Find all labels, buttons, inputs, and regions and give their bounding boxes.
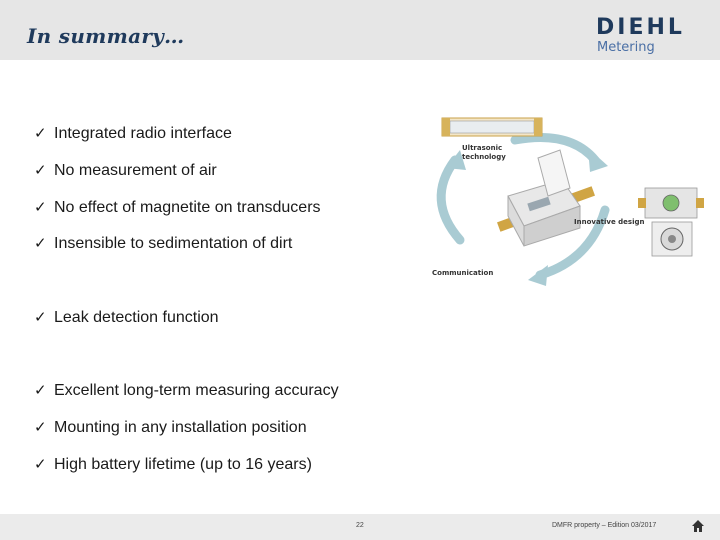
meter-cycle-illustration (420, 110, 720, 310)
bullet-item (34, 380, 339, 401)
page-number: 22 (356, 522, 364, 529)
bullet-item (34, 123, 232, 144)
bullet-item (34, 417, 307, 438)
diehl-metering-logo (596, 16, 706, 60)
bullet-text: High battery lifetime (up to 16 years) (54, 456, 312, 473)
water-meter-image (497, 150, 595, 246)
slide-footer (0, 514, 720, 540)
meter-cycle-graphic (420, 110, 720, 310)
innovative-design-images (638, 188, 704, 256)
bullet-item (34, 160, 217, 181)
label-ultrasonic-technology: Ultrasonic technology (462, 144, 506, 161)
logo-wordmark: DIEHL (596, 15, 685, 40)
bullet-text: Excellent long-term measuring accuracy (54, 382, 339, 399)
logo-subtitle: Metering (597, 40, 655, 55)
bullet-text: No measurement of air (54, 162, 217, 179)
bullet-item (34, 233, 292, 254)
check-icon: ✓ (34, 198, 47, 216)
home-icon[interactable] (691, 519, 705, 533)
bullet-text: Integrated radio interface (54, 125, 232, 142)
bullet-text: Leak detection function (54, 309, 219, 326)
bullet-item (34, 197, 321, 218)
check-icon: ✓ (34, 308, 47, 326)
bullet-item (34, 454, 312, 475)
check-icon: ✓ (34, 124, 47, 142)
footer-edition-text: DMFR property – Edition 03/2017 (552, 522, 657, 529)
slide-header (0, 0, 720, 60)
check-icon: ✓ (34, 234, 47, 252)
bullet-text: Mounting in any installation position (54, 419, 307, 436)
bullet-item (34, 307, 219, 328)
slide-title: In summary… (27, 24, 185, 48)
label-innovative-design: Innovative design (574, 218, 645, 226)
bullet-text: No effect of magnetite on transducers (54, 199, 321, 216)
check-icon: ✓ (34, 161, 47, 179)
check-icon: ✓ (34, 381, 47, 399)
check-icon: ✓ (34, 455, 47, 473)
check-icon: ✓ (34, 418, 47, 436)
bullet-text: Insensible to sedimentation of dirt (54, 235, 293, 252)
ultrasonic-tube-image (442, 118, 542, 136)
label-communication: Communication (432, 269, 494, 277)
